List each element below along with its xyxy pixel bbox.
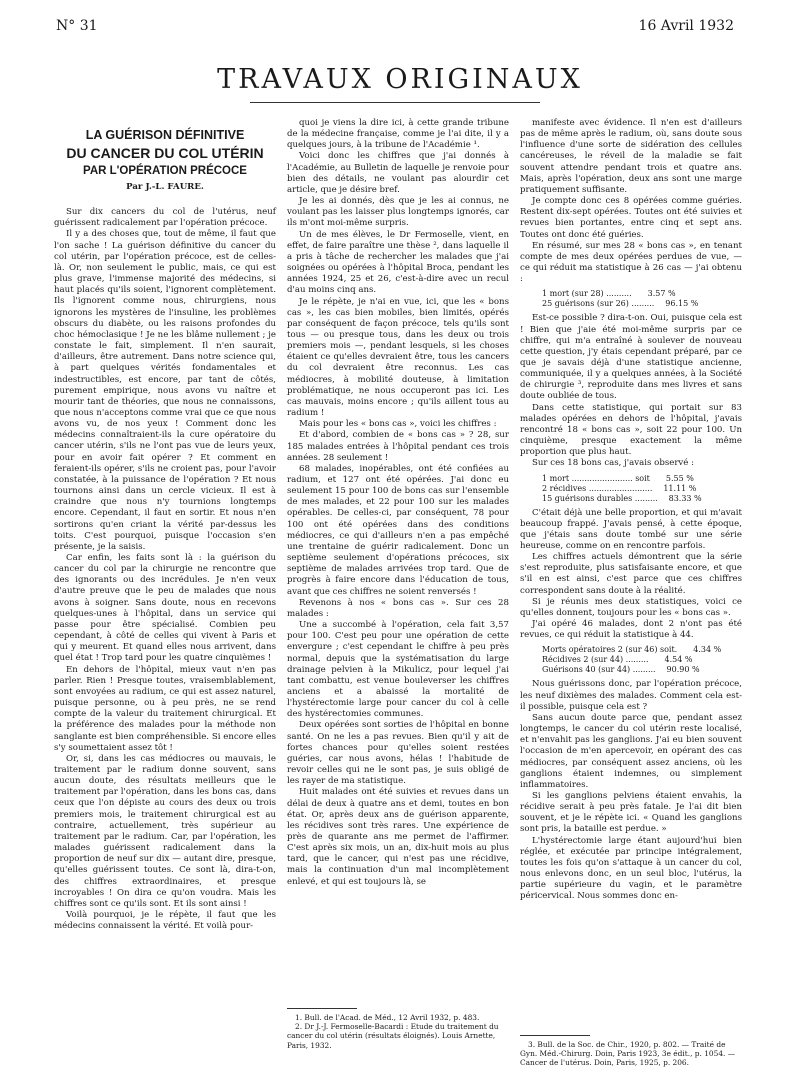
column-3-footnotes <box>520 1027 742 1068</box>
footnote: 3. Bull. de la Soc. de Chir., 1920, p. 802. — Traité de Gyn. Méd.-Chirurg. Doin, Paris 1923, 3e édit., p. 1054. — Cancer de l'utérus. Doin, Paris, 1925, p. 206. <box>520 1040 736 1068</box>
issue-date: 16 Avril 1932 <box>638 18 734 34</box>
stats-row <box>542 494 742 504</box>
paragraph: Si je réunis mes deux statistiques, voici ce qu'elles donnent, toujours pour les « bons cas ». <box>520 596 742 618</box>
stats-value: 83.33 % <box>668 493 702 503</box>
paragraph: Je les ai donnés, dès que je les ai connus, ne voulant pas les laisser plus longtemps ignorés, car ils m'ont moi-même surpris. <box>287 196 509 229</box>
column-1-body <box>54 207 276 932</box>
paragraph: En dehors de l'hôpital, mieux vaut n'en pas parler. Rien ! Presque toutes, vraisemblablement, sont envoyées au radium, ce qui est assez naturel, puisque personne, ou à peu près, ne se rend compte de la valeur du traitement chirurgical. Et la préférence des malades pour la méthode non sanglante est bien compréhensible. Si encore elles s'y soumettaient assez tôt ! <box>54 664 276 753</box>
stats-label: 1 mort ........................ soit <box>542 473 650 483</box>
footnote: 1. Bull. de l'Acad. de Méd., 12 Avril 1932, p. 483. <box>295 1013 480 1022</box>
stats-label: 15 guérisons durables ......... <box>542 493 658 503</box>
stats-value: 4.34 % <box>693 645 722 655</box>
paragraph: manifeste avec évidence. Il n'en est d'ailleurs pas de même après le radium, où, sans doute sous l'influence d'une sorte de sidération des cellules cancéreuses, le réveil de la maladie se fait souvent attendre pendant trois et quatre ans. Mais, après l'opération, deux ans sont une marge pratiquement suffisante. <box>520 118 742 195</box>
paragraph: Deux opérées sont sorties de l'hôpital en bonne santé. On ne les a pas revues. Bien qu'il y ait de fortes chances pour qu'elles soient restées guéries, car nous avons, hélas ! l'habitude de revoir celles qui ne le sont pas, je suis obligé de les rayer de ma statistique. <box>287 720 509 787</box>
stats-row <box>542 665 742 675</box>
column-2 <box>287 118 509 888</box>
stats-label: 2 récidives ......................... <box>542 483 653 493</box>
paragraph: Mais pour les « bons cas », voici les chiffres : <box>299 419 497 430</box>
article-title-line2: DU CANCER DU COL UTÉRIN <box>66 145 264 161</box>
stats-row <box>542 655 742 665</box>
paragraph: Sur dix cancers du col de l'utérus, neuf guérissent radicalement par l'opération précoce. <box>54 207 276 229</box>
stats-table-1 <box>542 289 742 309</box>
paragraph: Est-ce possible ? dira-t-on. Oui, puisque cela est ! Bien que j'aie été moi-même surpris par ce chiffre, qui m'a entraîné à soulever de nouveau cette question, j'y étais cependant préparé, par ce que je savais déjà d'une statistique ancienne, communiquée, il y a quelques années, à la Société de chirurgie ³, reproduite dans mes livres et sans doute oubliée de tous. <box>520 313 742 402</box>
paragraph: Nous guérissons donc, par l'opération précoce, les neuf dixièmes des malades. Comment cela est-il possible, puisque cela est ? <box>520 679 742 712</box>
footnote: 2. Dr J.-J. Fermoselle-Bacardi : Etude du traitement du cancer du col utérin (résultats éloignés). Louis Arnette, Paris, 1932. <box>287 1022 499 1050</box>
paragraph: Sur ces 18 bons cas, j'avais observé : <box>532 458 694 469</box>
stats-label: Morts opératoires 2 (sur 46) soit. <box>542 645 678 655</box>
paragraph: Voilà pourquoi, je le répète, il faut que les médecins connaissent la vérité. Et voilà pour- <box>54 910 276 932</box>
footnote-rule <box>287 1008 357 1009</box>
paragraph: L'hystérectomie large étant aujourd'hui bien réglée, et exécutée par principe intégralement, toutes les fois qu'on s'attaque à un cancer du col, nous enlevons donc, en un seul bloc, l'utérus, la partie supérieure du vagin, et le paramètre péricervical. Nous sommes donc en- <box>520 835 742 902</box>
paragraph: Les chiffres actuels démontrent que la série s'est reproduite, plus satisfaisante encore, et que s'il en est ainsi, c'est parce que ces chiffres correspondent sans doute à la réalité. <box>520 552 742 596</box>
stats-table-2 <box>542 474 742 504</box>
paragraph: quoi je viens la dire ici, à cette grande tribune de la médecine française, comme je l'ai dite, il y a quelques jours, à la tribune de l'Académie ¹. <box>287 118 509 151</box>
column-2-body <box>287 118 509 888</box>
article-title-line1: LA GUÉRISON DÉFINITIVE <box>85 128 245 142</box>
article-author: Par J.-L. FAURE. <box>126 182 204 192</box>
stats-value: 3.57 % <box>647 289 676 299</box>
section-rule <box>250 102 540 103</box>
stats-value: 5.55 % <box>665 473 694 483</box>
paragraph: Car enfin, les faits sont là : la guérison du cancer du col par la chirurgie ne rencontre que des ignorants ou des incrédules. Je n'en veux d'autre preuve que le peu de malades que nous avons à soigner. Sans doute, nous en recevons quelques-unes à l'hôpital, dans un service qui passe pour être spécialisé. Combien peu cependant, à côté de celles qui vivent à Paris et qui y meurent. Et quand elles nous arrivent, dans quel état ! Trop tard pour les quatre cinquièmes ! <box>54 553 276 664</box>
stats-row <box>542 645 742 655</box>
paragraph: Or, si, dans les cas médiocres ou mauvais, le traitement par le radium donne souvent, sans aucun doute, des résultats meilleurs que le traitement par l'opération, dans les bons cas, dans ceux que l'on dépiste au cours des deux ou trois premiers mois, le traitement chirurgical est au contraire, actuellement, très supérieur au traitement par le radium. Car, par l'opération, les malades guérissent radicalement dans la proportion de neuf sur dix — autant dire, presque, qu'elles guérissent toutes. Ce sont là, dira-t-on, des chiffres extraordinaires, et presque incroyables ! On dira ce qu'on voudra. Mais les chiffres sont ce qu'ils sont. Et ils sont ainsi ! <box>54 753 276 909</box>
stats-row <box>542 474 742 484</box>
stats-label: Guérisons 40 (sur 44) ......... <box>542 665 656 675</box>
paragraph: Un de mes élèves, le Dr Fermoselle, vient, en effet, de faire paraître une thèse ², dans laquelle il a pris à tâche de rechercher les malades que j'ai soignées ou opérées à l'hôpital Broca, pendant les années 1924, 25 et 26, c'est-à-dire avec un recul d'au moins cinq ans. <box>287 229 509 296</box>
stats-value: 96.15 % <box>665 299 699 309</box>
running-header <box>56 18 734 38</box>
paragraph: Dans cette statistique, qui portait sur 83 malades opérées en dehors de l'hôpital, j'avais rencontré 18 « bons cas », soit 22 pour 100. Un cinquième, presque exactement la même proportion que plus haut. <box>520 402 742 458</box>
stats-row <box>542 484 742 494</box>
paragraph: Revenons à nos « bons cas ». Sur ces 28 malades : <box>287 597 509 619</box>
column-1 <box>54 118 276 932</box>
stats-value: 11.11 % <box>663 483 697 493</box>
issue-number: N° 31 <box>56 18 98 34</box>
stats-row <box>542 299 742 309</box>
column-2-footnotes <box>287 1000 509 1050</box>
section-title: TRAVAUX ORIGINAUX <box>217 64 583 95</box>
paragraph: J'ai opéré 46 malades, dont 2 n'ont pas été revues, ce qui réduit la statistique à 44. <box>520 619 742 641</box>
paragraph: Si les ganglions pelviens étaient envahis, la récidive serait à peu près fatale. Je l'ai dit bien souvent, et je le répète ici. « Quand les ganglions sont pris, la bataille est perdue. » <box>520 790 742 835</box>
stats-value: 4.54 % <box>664 655 693 665</box>
paragraph: Huit malades ont été suivies et revues dans un délai de deux à quatre ans et demi, toutes en bon état. Or, après deux ans de guérison apparente, les récidives sont très rares. Une expérience de près de quarante ans me permet de l'affirmer. C'est après six mois, un an, dix-huit mois au plus tard, que le cancer, qui n'est pas une récidive, mais la continuation d'un mal incomplètement enlevé, et qui est toujours là, se <box>287 787 509 887</box>
paragraph: C'était déjà une belle proportion, et qui m'avait beaucoup frappé. J'avais pensé, à cette époque, que j'étais sans doute tombé sur une série heureuse, comme on en rencontre parfois. <box>520 507 742 551</box>
paragraph: Sans aucun doute parce que, pendant assez longtemps, le cancer du col utérin reste localisé, et n'envahit pas les ganglions. J'ai eu bien souvent l'occasion de m'en apercevoir, en opérant des cas médiocres, par conséquent assez anciens, où les ganglions étaient indemnes, ou simplement inflammatoires. <box>520 712 742 790</box>
stats-row <box>542 289 742 299</box>
paragraph: Une a succombé à l'opération, cela fait 3,57 pour 100. C'est peu pour une opération de cette envergure ; c'est cependant le chiffre à peu près normal, depuis que la systématisation du large drainage pelvien à la Mikulicz, pour lequel j'ai tant combattu, est venue bouleverser les chiffres anciens et a abaissé la mortalité de l'hystérectomie large pour cancer du col à celle des hystérectomies communes. <box>287 620 509 720</box>
stats-label: 25 guérisons (sur 26) ......... <box>542 299 655 309</box>
paragraph: En résumé, sur mes 28 « bons cas », en tenant compte de mes deux opérées perdues de vue, — ce qui réduit ma statistique à 26 cas — j'ai obtenu : <box>520 240 742 285</box>
footnote-rule <box>520 1035 590 1036</box>
paragraph: Je compte donc ces 8 opérées comme guéries. Restent dix-sept opérées. Toutes ont été suivies et revues bien portantes, entre cinq et sept ans. Toutes ont donc été guéries. <box>520 196 742 240</box>
paragraph: Et d'abord, combien de « bons cas » ? 28, sur 185 malades entrées à l'hôpital pendant ces trois années. 28 seulement ! <box>287 430 509 463</box>
paragraph: Voici donc les chiffres que j'ai donnés à l'Académie, au Bulletin de laquelle je renvoie pour bien des détails, ne voulant pas alourdir cet article, que je désire bref. <box>287 151 509 195</box>
stats-value: 90.90 % <box>666 665 700 675</box>
paragraph: Il y a des choses que, tout de même, il faut que l'on sache ! La guérison définitive du cancer du col utérin, par l'opération précoce, est de celles-là. Or, non seulement le public, mais, ce qui est plus grave, l'immense majorité des médecins, si haut placés qu'ils soient, l'ignorent complètement. Ils l'ignorent comme nous, chirurgiens, nous ignorons les mystères de l'insuline, les problèmes obscurs du diabète, ou les raisons profondes du choc hémoclasique ! Je ne les blâme nullement ; je constate le fait, simplement. Il n'en saurait, d'ailleurs, être autrement. Dans notre science qui, à part quelques vérités fondamentales et indestructibles, est encore, par tant de côtés, purement empirique, nous avons vu naître et mourir tant de théories, que nous ne connaissons, que nous n'acceptons comme vrai que ce que nous avons vu, de nos yeux ! Comment donc les médecins connaîtraient-ils la cure opératoire du cancer utérin, s'ils ne l'ont pas vue de leurs yeux, pour en avoir fait opérer ? Et comment en feraient-ils opérer, s'ils ne croient pas, pour l'avoir constatée, à la puissance de l'opération ? Et nous tournons ainsi dans un cercle vicieux. Il est à craindre que nous n'y tournions longtemps encore. Cependant, il faut en sortir. Et nous n'en sortirons qu'en criant la vérité par-dessus les toits. C'est pourquoi, puisque l'occasion s'en présente, je la saisis. <box>54 229 276 552</box>
column-3 <box>520 118 742 903</box>
article-title-line3: PAR L'OPÉRATION PRÉCOCE <box>83 165 247 177</box>
stats-label: 1 mort (sur 28) .......... <box>542 289 632 299</box>
stats-table-3 <box>542 645 742 675</box>
stats-label: Récidives 2 (sur 44) ......... <box>542 655 649 665</box>
paragraph: Je le répète, je n'ai en vue, ici, que les « bons cas », les cas bien mobiles, bien limités, opérés par conséquent de façon précoce, tels qu'ils sont tous — ou presque tous, dans les deux ou trois premiers mois —, pendant lesquels, si les choses étaient ce qu'elles devraient être, tous les cancers du col devraient être reconnus. Les cas médiocres, à mobilité douteuse, à limitation problématique, ne nous occuperont pas ici. Les cas mauvais, moins encore ; qu'ils aillent tous au radium ! <box>287 296 509 419</box>
paragraph: 68 malades, inopérables, ont été confiées au radium, et 127 ont été opérées. J'ai donc eu seulement 15 pour 100 de bons cas sur l'ensemble de mes malades, et 22 pour 100 sur les malades opérables. De celles-ci, par conséquent, 78 pour 100 ont été opérées dans des conditions médiocres, ce qui d'ailleurs n'en a pas empêché une trentaine de guérir radicalement. Donc un septième seulement d'opérations précoces, six septième de malades arrivées trop tard. Que de progrès à faire encore dans l'éducation de tous, avant que ces chiffres ne soient renversés ! <box>287 463 509 597</box>
